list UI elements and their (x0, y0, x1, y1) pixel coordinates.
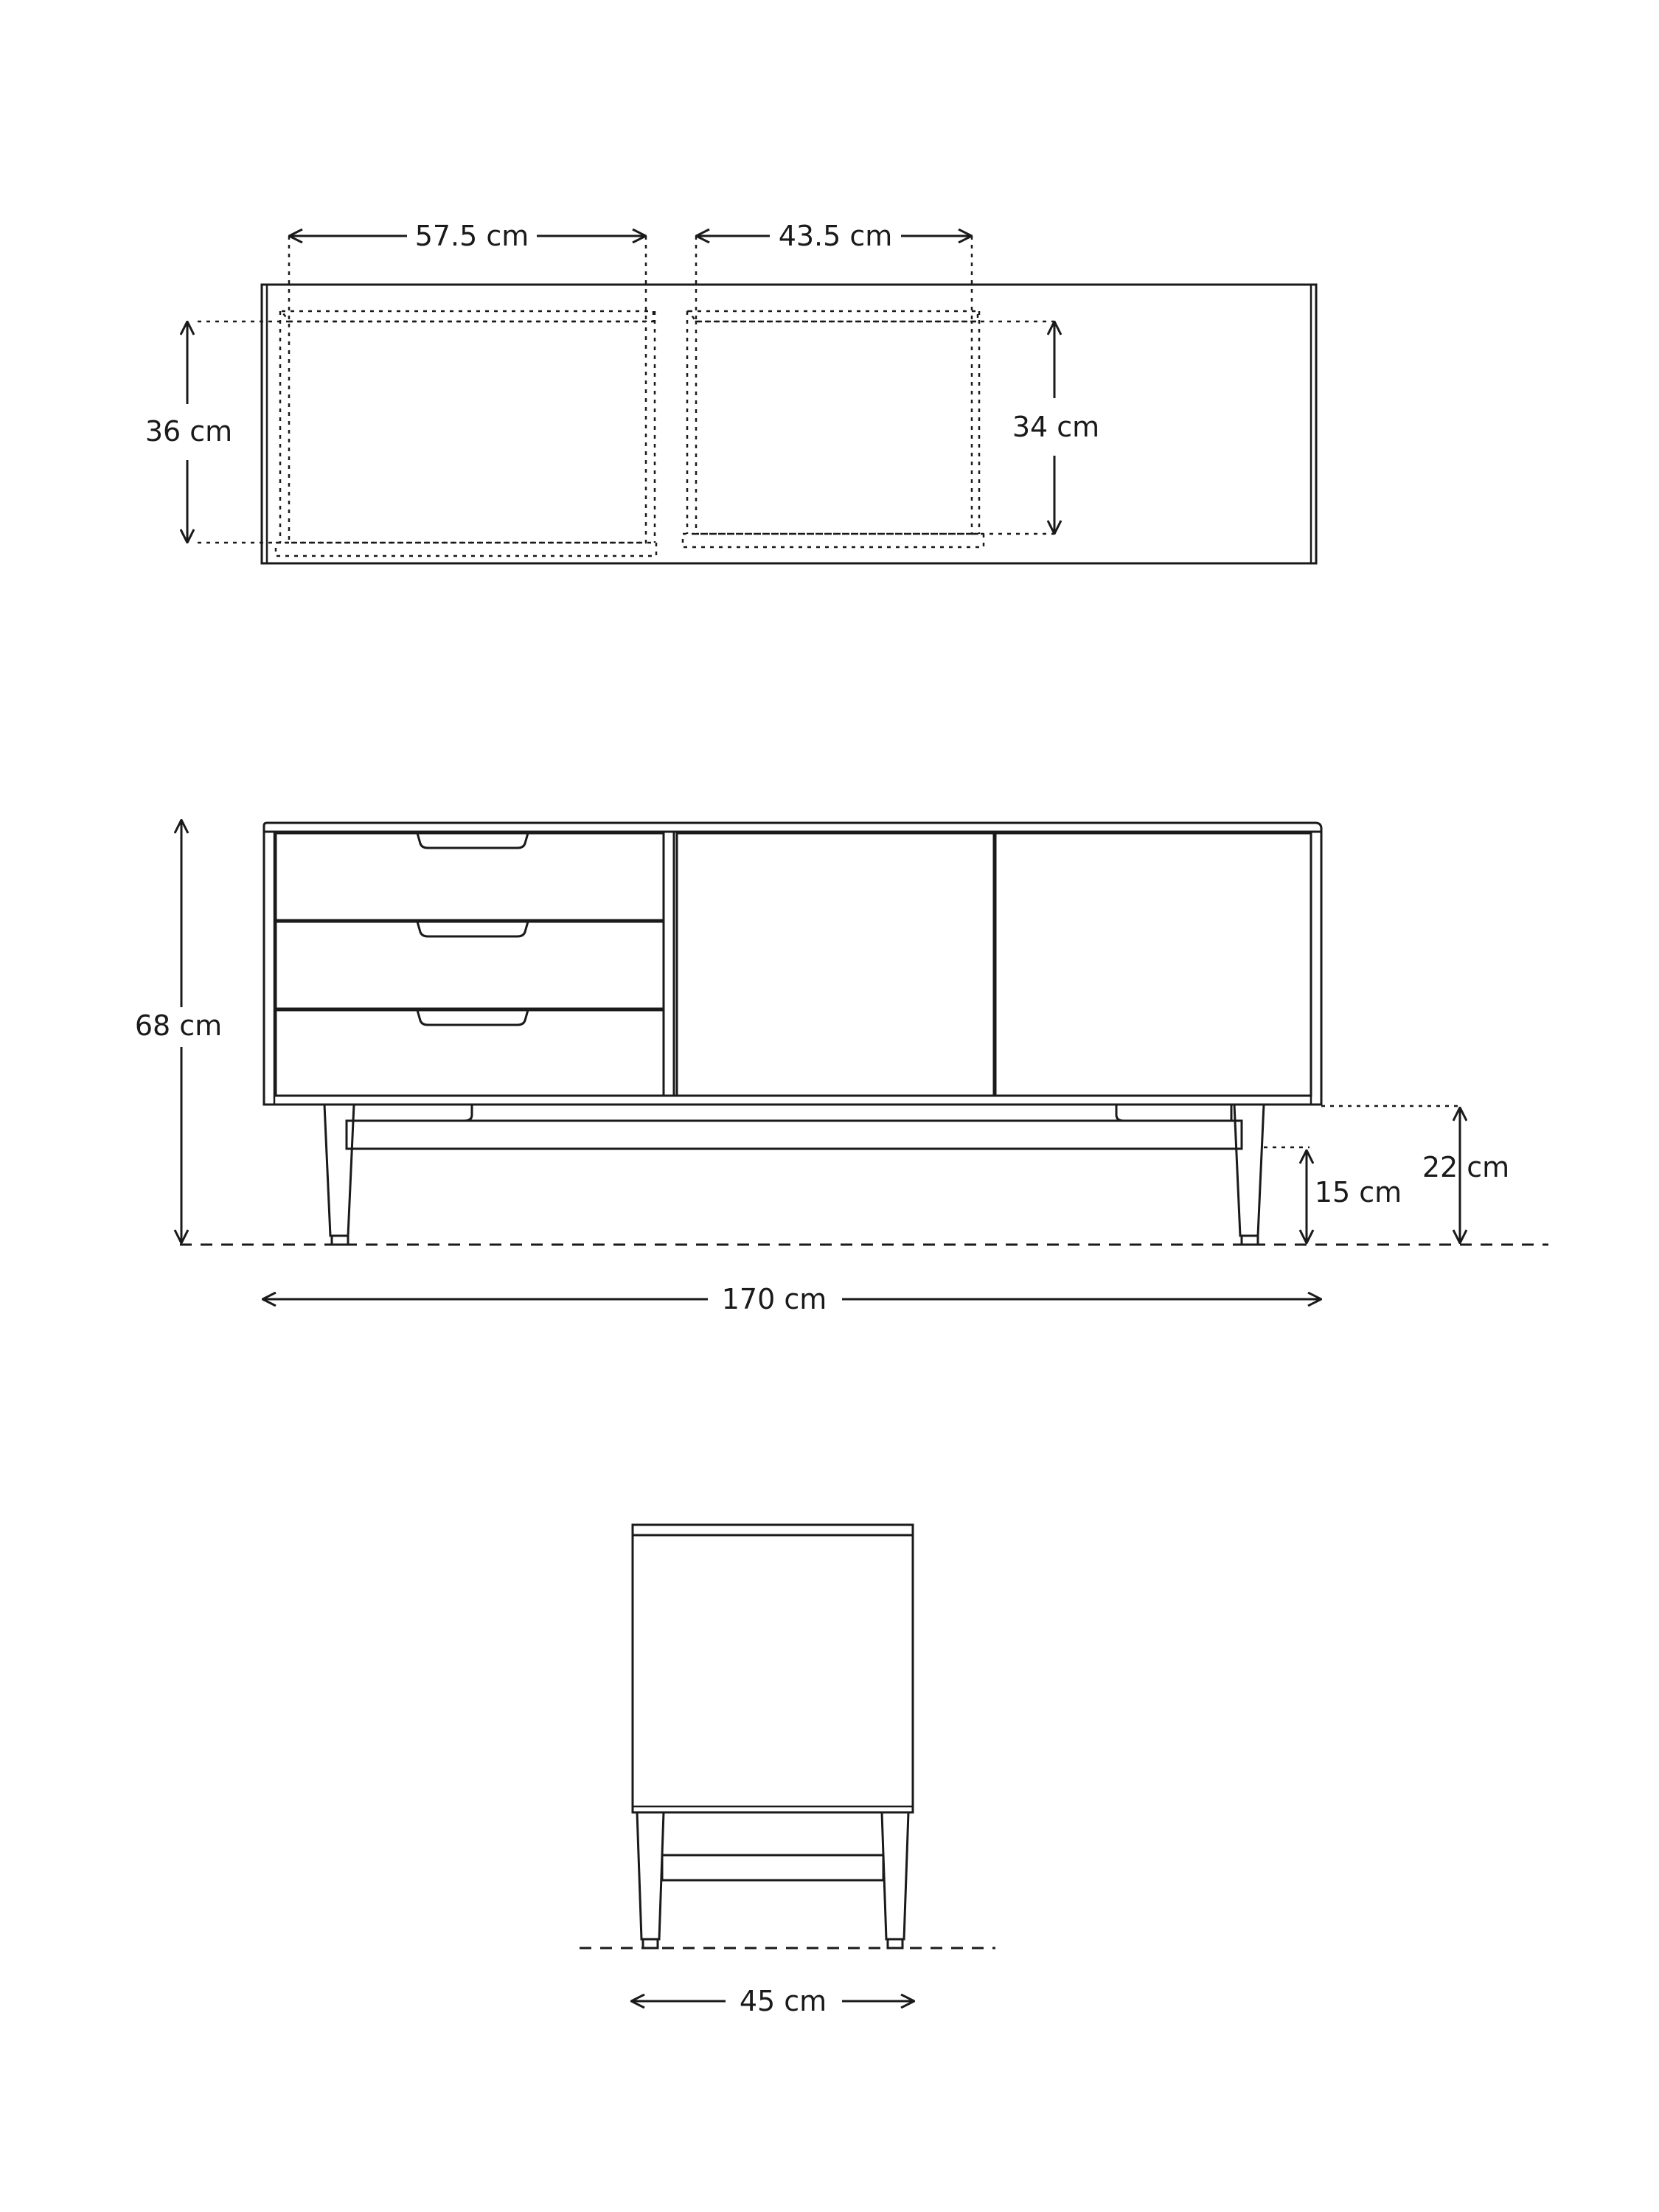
leg-right (1234, 1105, 1264, 1236)
hidden-drawer-inner-box (289, 321, 646, 543)
drawer-bottom-handle[interactable] (417, 1010, 528, 1025)
side-leg-left (637, 1812, 664, 1939)
drawer-bottom[interactable] (276, 1010, 664, 1096)
side-leg-right-foot (888, 1939, 902, 1948)
hidden-door-compartment (689, 311, 978, 321)
hidden-drawer-base (276, 543, 656, 556)
drawer-top-handle[interactable] (417, 833, 528, 848)
label-36-cm: 36 cm (145, 415, 233, 448)
side-panel (633, 1535, 913, 1812)
label-57-5-cm: 57.5 cm (414, 220, 529, 252)
label-34-cm: 34 cm (1012, 411, 1100, 443)
drawer-top[interactable] (276, 833, 664, 920)
label-170-cm: 170 cm (721, 1283, 827, 1315)
top-view-outline (262, 285, 1316, 563)
base-stretcher (347, 1121, 1242, 1149)
label-68-cm: 68 cm (134, 1009, 223, 1042)
side-leg-left-foot (643, 1939, 658, 1948)
leg-right-foot (1242, 1236, 1258, 1245)
label-22-cm: 22 cm (1422, 1151, 1510, 1183)
top-view (145, 220, 1316, 563)
side-leg-right (882, 1812, 908, 1939)
front-view (135, 820, 1548, 1315)
door-right[interactable] (995, 833, 1311, 1096)
base-handle-left (357, 1105, 472, 1121)
side-top-board (633, 1525, 913, 1535)
leg-left-foot (332, 1236, 348, 1245)
front-top-board (264, 823, 1321, 832)
door-left[interactable] (677, 833, 994, 1096)
base-handle-right (1116, 1105, 1231, 1121)
hidden-door-base (683, 534, 984, 547)
front-carcass (264, 832, 1321, 1105)
hidden-door-inner-box (696, 321, 972, 534)
drawer-middle[interactable] (276, 922, 664, 1009)
leg-left (324, 1105, 354, 1236)
label-15-cm: 15 cm (1314, 1176, 1402, 1208)
label-43-5-cm: 43.5 cm (778, 220, 893, 252)
label-45-cm: 45 cm (739, 1985, 827, 2017)
side-stretcher (662, 1855, 883, 1880)
hidden-drawer-compartment (282, 311, 653, 321)
side-view (580, 1525, 995, 2017)
drawer-middle-handle[interactable] (417, 922, 528, 936)
